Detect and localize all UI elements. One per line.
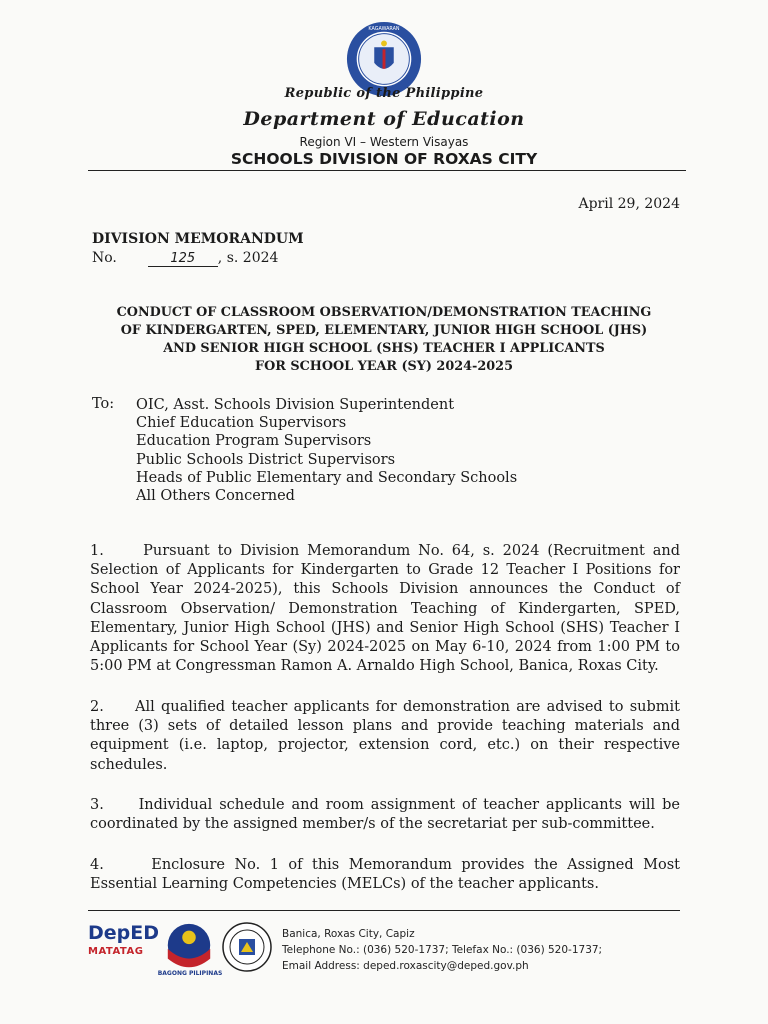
bagong-pilipinas-label: BAGONG PILIPINAS [157,970,223,977]
recipient-list [136,396,517,505]
memo-date: April 29, 2024 [578,196,680,212]
division-heading: SCHOOLS DIVISION OF ROXAS CITY [230,150,538,168]
recipient-item: OIC, Asst. Schools Division Superintendent [136,397,455,413]
deped-matatag-logo [88,922,158,957]
bagong-pilipinas-icon [160,920,218,974]
recipient-item: Chief Education Supervisors [136,415,347,432]
subject-line: FOR SCHOOL YEAR (SY) 2024-2025 [255,359,513,374]
republic-heading: Republic of the Philippine [284,86,484,101]
body-paragraph-2: 2. All qualified teacher applicants for demonstration are advised to submit three (3) sets of detailed lesson plans and provide teaching materials and equipment (i.e. laptop, projector, extension cord, etc.) on their respective schedules. [90,699,680,773]
memo-number-value: 125 [148,251,218,267]
region-label: Region VI – Western Visayas [299,135,469,149]
subject-line: CONDUCT OF CLASSROOM OBSERVATION/DEMONSTRATION TEACHING [116,305,652,320]
memo-number-row [92,250,278,267]
memo-series: , s. 2024 [217,250,279,266]
matatag-logo-text: MATATAG [88,946,144,957]
footer-email: Email Address: deped.roxascity@deped.gov.ph [282,960,529,972]
body-paragraph-1: 1. Pursuant to Division Memorandum No. 64, s. 2024 (Recruitment and Selection of Applicants for Kindergarten to Grade 12 Teacher I Positions for School Year 2024-2025), this Schools Division announces the Conduct of Classroom Observation/ Demonstration Teaching of Kindergarten, SPED, Elementary, Junior High School (JHS) and Senior High School (SHS) Teacher I Applicants for School Year (Sy) 2024-2025 on May 6-10, 2024 from 1:00 PM to 5:00 PM at Congressman Ramon A. Arnaldo High School, Banica, Roxas City. [90,543,680,675]
body-paragraph-3: 3. Individual schedule and room assignment of teacher applicants will be coordinated by the assigned member/s of the secretariat per sub-committee. [90,797,680,833]
recipient-item: Public Schools District Supervisors [136,451,396,468]
footer-phone: Telephone No.: (036) 520-1737; Telefax No.: (036) 520-1737; [282,944,603,956]
recipient-item: Education Program Supervisors [136,433,372,450]
roxas-division-seal-icon [222,922,272,972]
svg-text:KAGAWARAN: KAGAWARAN [368,25,400,32]
footer-divider [88,910,680,911]
department-heading: Department of Education [243,108,525,130]
recipient-item: Heads of Public Elementary and Secondary Schools [136,469,518,486]
memo-subject [80,304,688,376]
subject-line: AND SENIOR HIGH SCHOOL (SHS) TEACHER I APPLICANTS [163,341,605,356]
recipient-item: All Others Concerned [136,488,295,505]
to-label: To: [92,396,115,412]
body-paragraph-4: 4. Enclosure No. 1 of this Memorandum provides the Assigned Most Essential Learning Competencies (MELCs) of the teacher applicants. [90,857,680,893]
memo-type: DIVISION MEMORANDUM [92,231,304,247]
header-divider [88,170,686,171]
memo-number-label: No. [92,250,117,266]
deped-logo-text: DepED [88,922,160,944]
footer-contact [282,926,602,974]
footer-address: Banica, Roxas City, Capiz [282,928,415,940]
subject-line: OF KINDERGARTEN, SPED, ELEMENTARY, JUNIOR HIGH SCHOOL (JHS) [120,323,648,338]
